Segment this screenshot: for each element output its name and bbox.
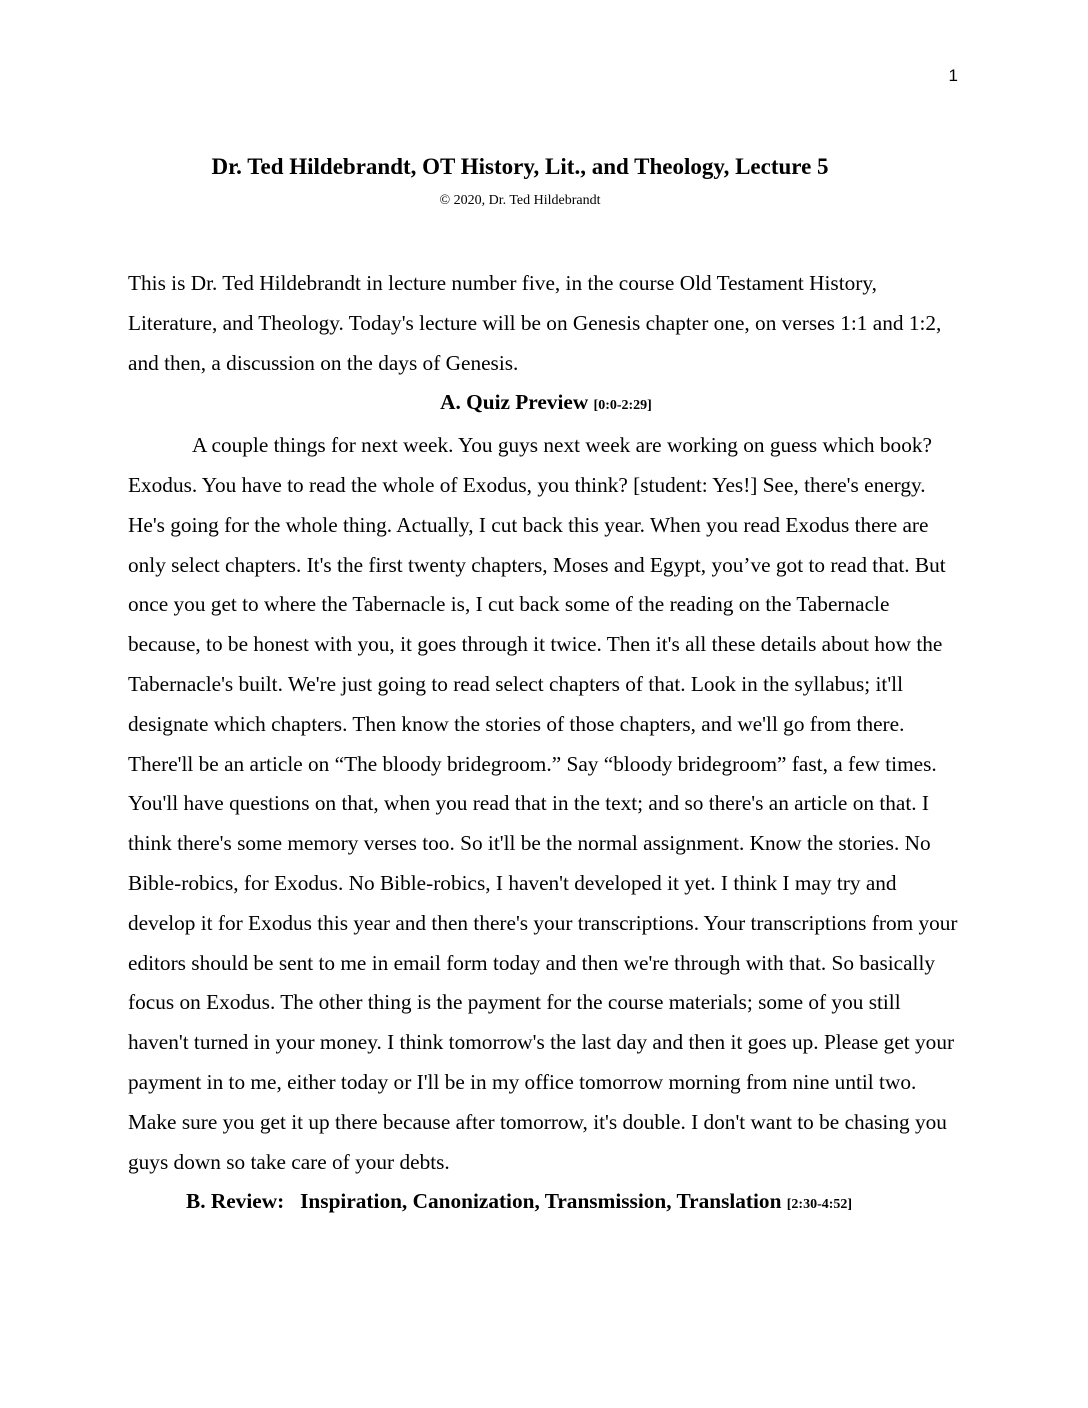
document-body [128,264,964,1225]
document-title: Dr. Ted Hildebrandt, OT History, Lit., and Theology, Lecture 5 [211,154,829,179]
copyright-line: © 2020, Dr. Ted Hildebrandt [439,193,601,208]
section-a-timestamp: [0:0-2:29] [593,398,652,414]
section-a-heading [128,383,964,426]
section-a-heading-text: A. Quiz Preview [440,390,589,415]
intro-paragraph: This is Dr. Ted Hildebrandt in lecture number five, in the course Old Testament History, Literature, and Theology. Today's lecture will be on Genesis chapter one, on verses 1:1 and 1:2, and then, a discussion on the days of Genesis. [128,271,942,375]
section-b-heading-text: B. Review: Inspiration, Canonization, Transmission, Translation [186,1189,782,1214]
section-b-heading [128,1182,964,1225]
section-b-timestamp: [2:30-4:52] [786,1197,853,1213]
section-a-paragraph: A couple things for next week. You guys next week are working on guess which book? Exodus. You have to read the whole of Exodus, you think? [student: Yes!] See, there's energy. He's going for the whole thing. Actually, I cut back this year. When you read Exodus there are only select chapters. It's the first twenty chapters, Moses and Egypt, you’ve got to read that. But once you get to where the Tabernacle is, I cut back some of the reading on the Tabernacle because, to be honest with you, it goes through it twice. Then it's all these details about how the Tabernacle's built. We're just going to read select chapters of that. Look in the syllabus; it'll designate which chapters. Then know the stories of those chapters, and we'll go from there. There'll be an article on “The bloody bridegroom.” Say “bloody bridegroom” fast, a few times. You'll have questions on that, when you read that in the text; and so there's an article on that. I think there's some memory verses too. So it'll be the normal assignment. Know the stories. No Bible-robics, for Exodus. No Bible-robics, I haven't developed it yet. I think I may try and develop it for Exodus this year and then there's your transcriptions. Your transcriptions from your editors should be sent to me in email form today and then we're through with that. So basically focus on Exodus. The other thing is the payment for the course materials; some of you still haven't turned in your money. I think tomorrow's the last day and then it goes up. Please get your payment in to me, either today or I'll be in my office tomorrow morning from nine until two. Make sure you get it up there because after tomorrow, it's double. I don't want to be chasing you guys down so take care of your debts. [128,433,958,1174]
page-number: 1 [948,66,958,85]
